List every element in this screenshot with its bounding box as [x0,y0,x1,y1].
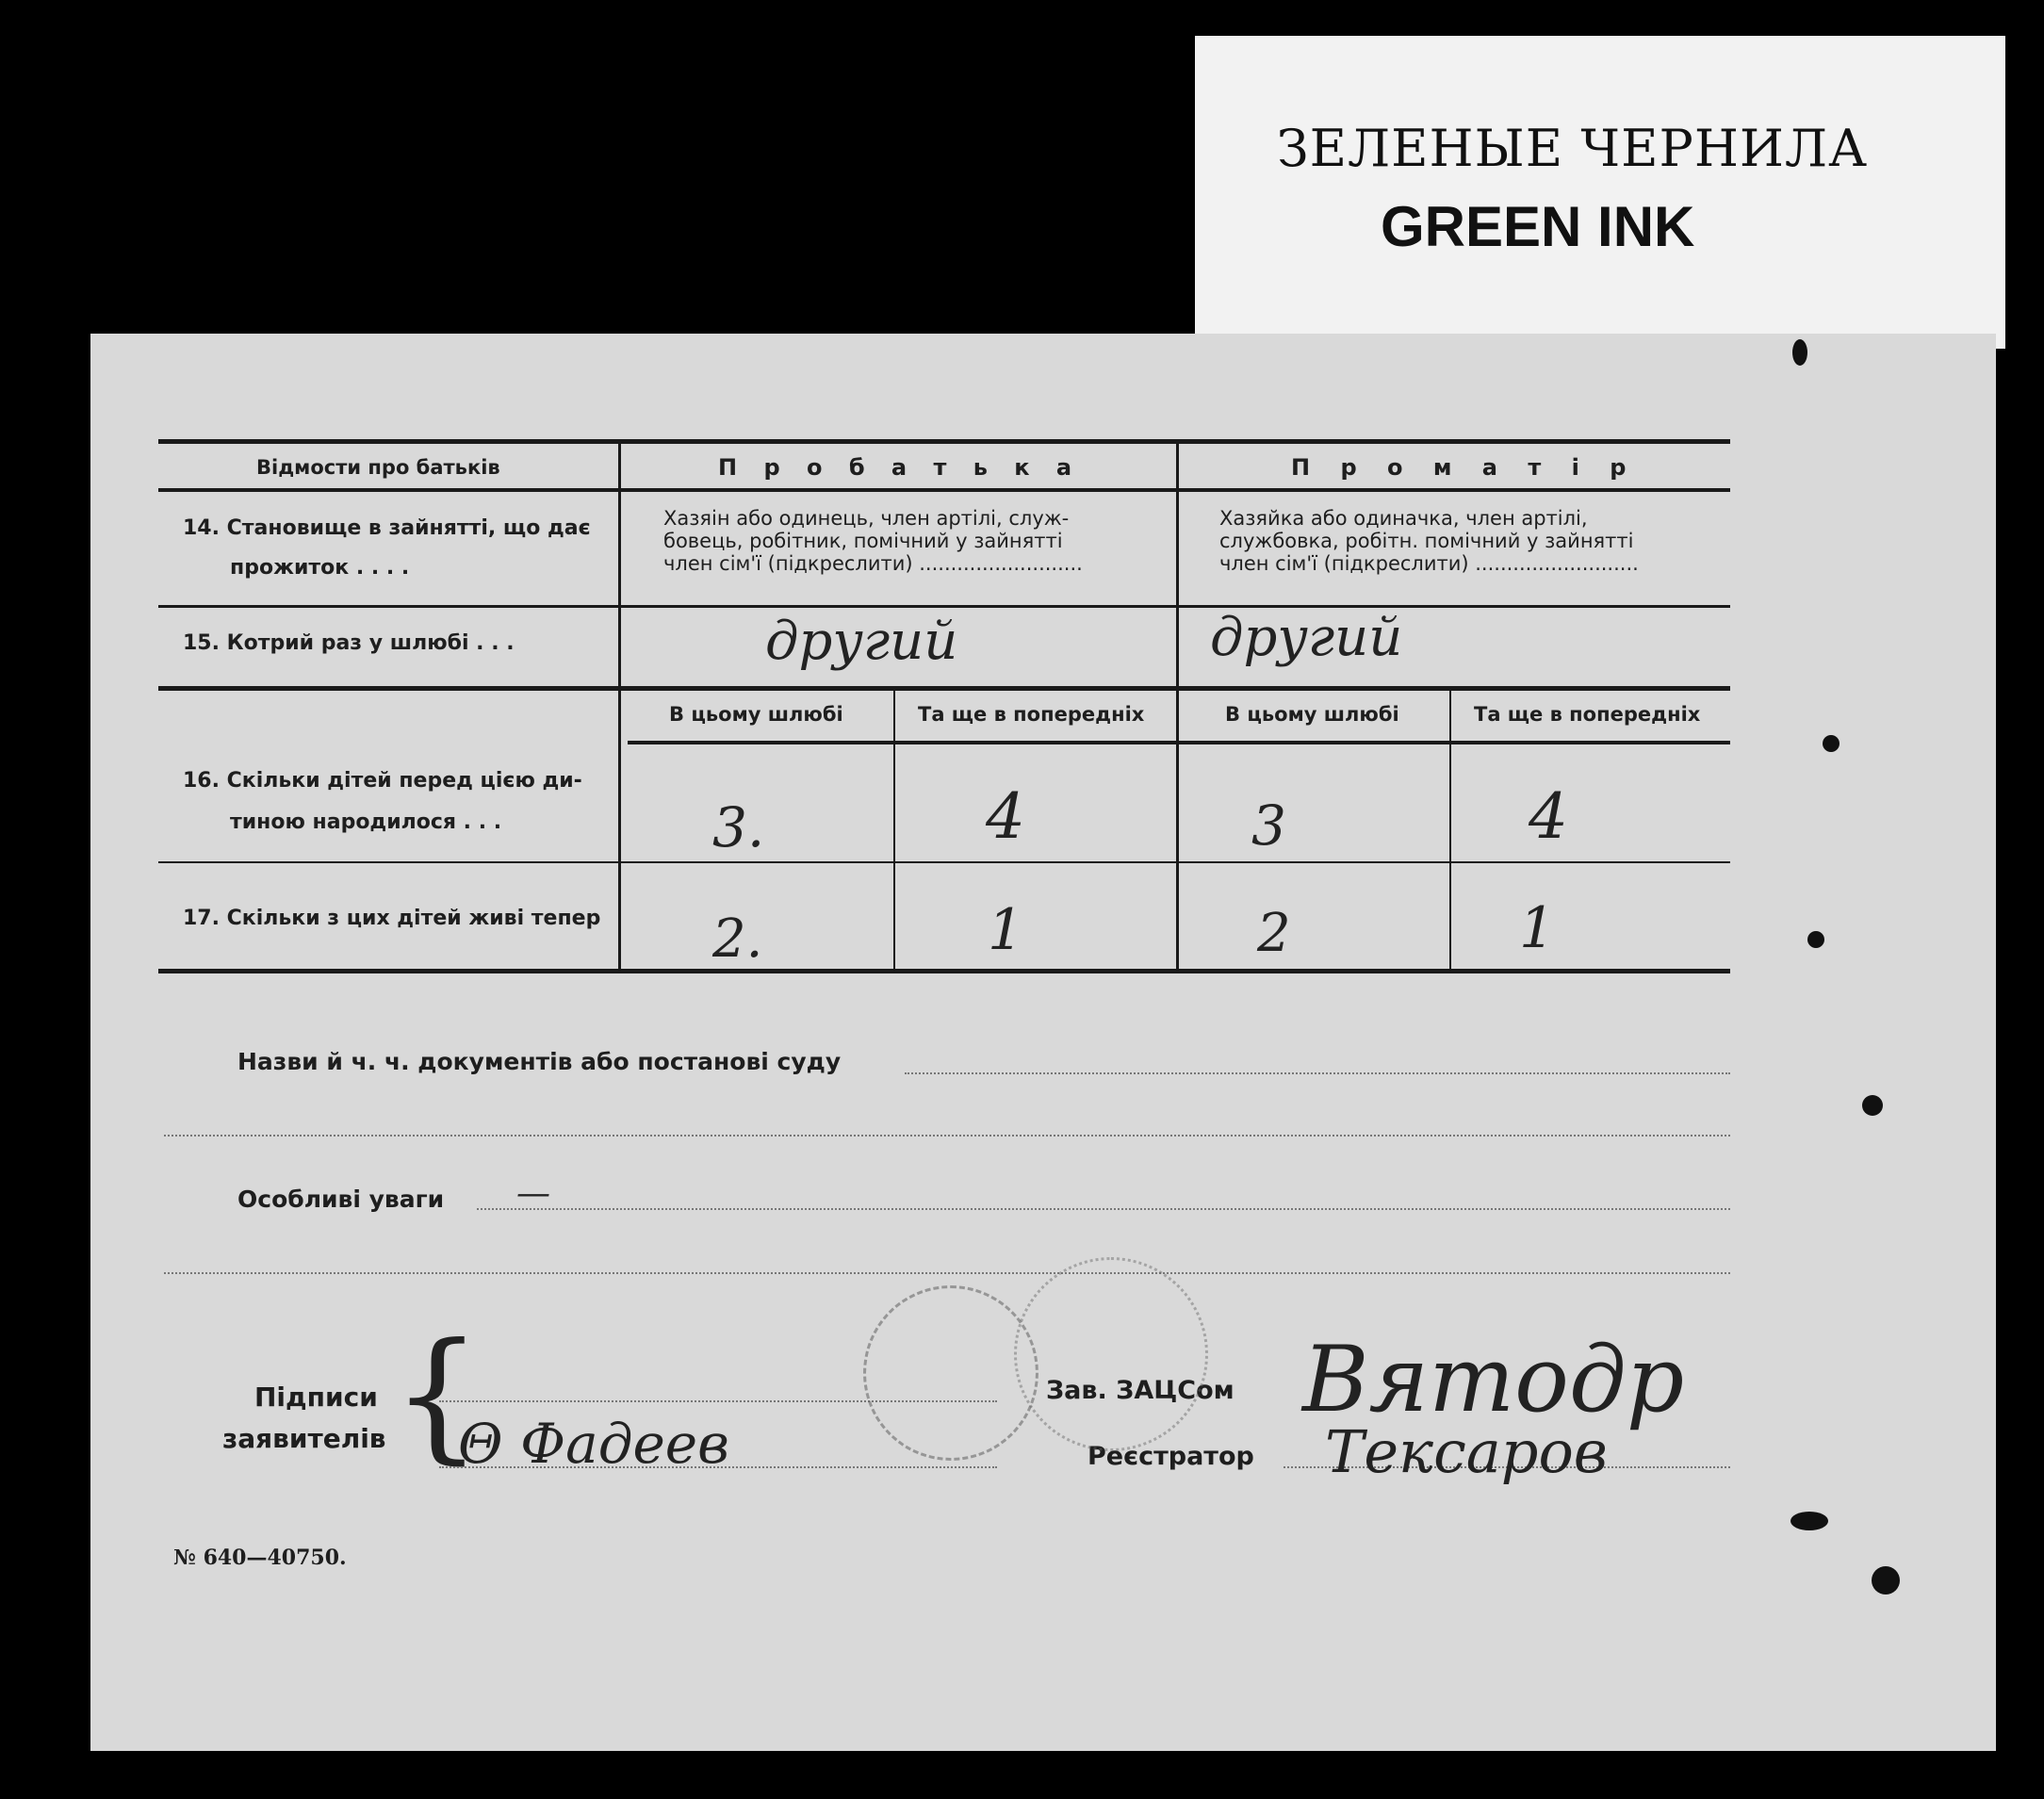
form-number: № 640—40750. [173,1546,347,1570]
header-mother: П р о м а т і р [1291,454,1638,481]
binding-mark [1791,1512,1828,1530]
archive-label-russian: ЗЕЛЕНЫЕ ЧЕРНИЛА [1277,119,1868,178]
row15-father-value: другий [765,611,958,672]
col-divider-1 [618,439,621,973]
office-stamp [863,1285,1038,1461]
row14-rule [158,605,1730,608]
row17-mother-this: 2 [1257,903,1291,964]
remarks-dots-1 [477,1208,1730,1210]
row15-rule [158,686,1730,691]
row15-label: 15. Котрий раз у шлюбі . . . [183,631,515,655]
remarks-dots-2 [164,1272,1730,1274]
table-top-rule [158,439,1730,444]
subheader-mother-prev: Та ще в попередніх [1474,703,1701,726]
subheader-rule [628,741,1730,744]
col-divider-father-sub [893,690,895,973]
binding-mark [1807,931,1824,948]
head-label: Зав. ЗАЦСом [1046,1376,1235,1405]
col-divider-mother-sub [1449,690,1451,973]
document-sheet [90,334,1996,1751]
row16-father-prev: 4 [986,780,1025,853]
registrar-label: Реєстратор [1087,1442,1254,1471]
row17-label: 17. Скільки з цих дітей живі тепер [183,907,601,930]
row14-father-line1: Хазяін або одинець, член артілі, служ- [663,507,1070,530]
subheader-mother-this: В цьому шлюбі [1225,703,1399,726]
binding-mark [1792,339,1807,366]
remarks-label: Особливі уваги [237,1186,445,1213]
row14-label-line1: 14. Становище в зайнятті, що дає [183,516,591,540]
row16-rule [158,861,1730,863]
binding-mark [1862,1095,1883,1116]
subheader-father-this: В цьому шлюбі [669,703,843,726]
row16-mother-this: 3 [1251,793,1286,858]
row15-mother-value: другий [1210,607,1403,668]
row17-mother-prev: 1 [1519,895,1556,961]
row16-label-line2: тиною народилося . . . [230,810,502,834]
row14-father-line2: бовець, робітник, помічний у зайнятті [663,530,1063,552]
archive-label-card [1195,36,2005,349]
archive-label-english: GREEN INK [1381,195,1695,258]
binding-mark [1823,735,1840,752]
registrar-signature: Тексаров [1325,1417,1608,1486]
header-father: П р о б а т ь к а [718,454,1082,481]
documents-dots-2 [164,1135,1730,1137]
remarks-value: — [516,1174,550,1213]
row17-father-this: 2. [712,908,763,970]
row14-mother-line2: службовка, робітн. помічний у зайнятті [1219,530,1634,552]
documents-dots-1 [905,1072,1730,1074]
row16-mother-prev: 4 [1529,780,1568,853]
table-header-rule [158,488,1730,492]
row14-label-line2: прожиток . . . . [230,556,410,580]
applicants-label-line2: заявителів [222,1423,386,1454]
binding-hole [1872,1566,1900,1595]
row17-father-prev: 1 [988,897,1024,963]
col-divider-2 [1176,439,1179,973]
applicant-signature: Θ Фадеев [458,1412,729,1476]
documents-label: Назви й ч. ч. документів або постанові суду [237,1048,842,1075]
row14-mother-line3: член сім'ї (підкреслити) .......................... [1219,552,1639,575]
applicants-label-line1: Підписи [254,1382,378,1413]
applicants-brace: { [392,1314,482,1478]
office-stamp-inner [1014,1257,1208,1451]
table-bottom-rule [158,969,1730,973]
row14-mother-line1: Хазяйка або одиначка, член артілі, [1219,507,1588,530]
header-info: Відмости про батьків [256,456,500,479]
subheader-father-prev: Та ще в попередніх [918,703,1145,726]
row16-father-this: 3. [712,795,765,859]
head-signature: Вятодр [1302,1327,1685,1432]
row16-label-line1: 16. Скільки дітей перед цією ди- [183,769,582,793]
row14-father-line3: член сім'ї (підкреслити) .......................... [663,552,1083,575]
